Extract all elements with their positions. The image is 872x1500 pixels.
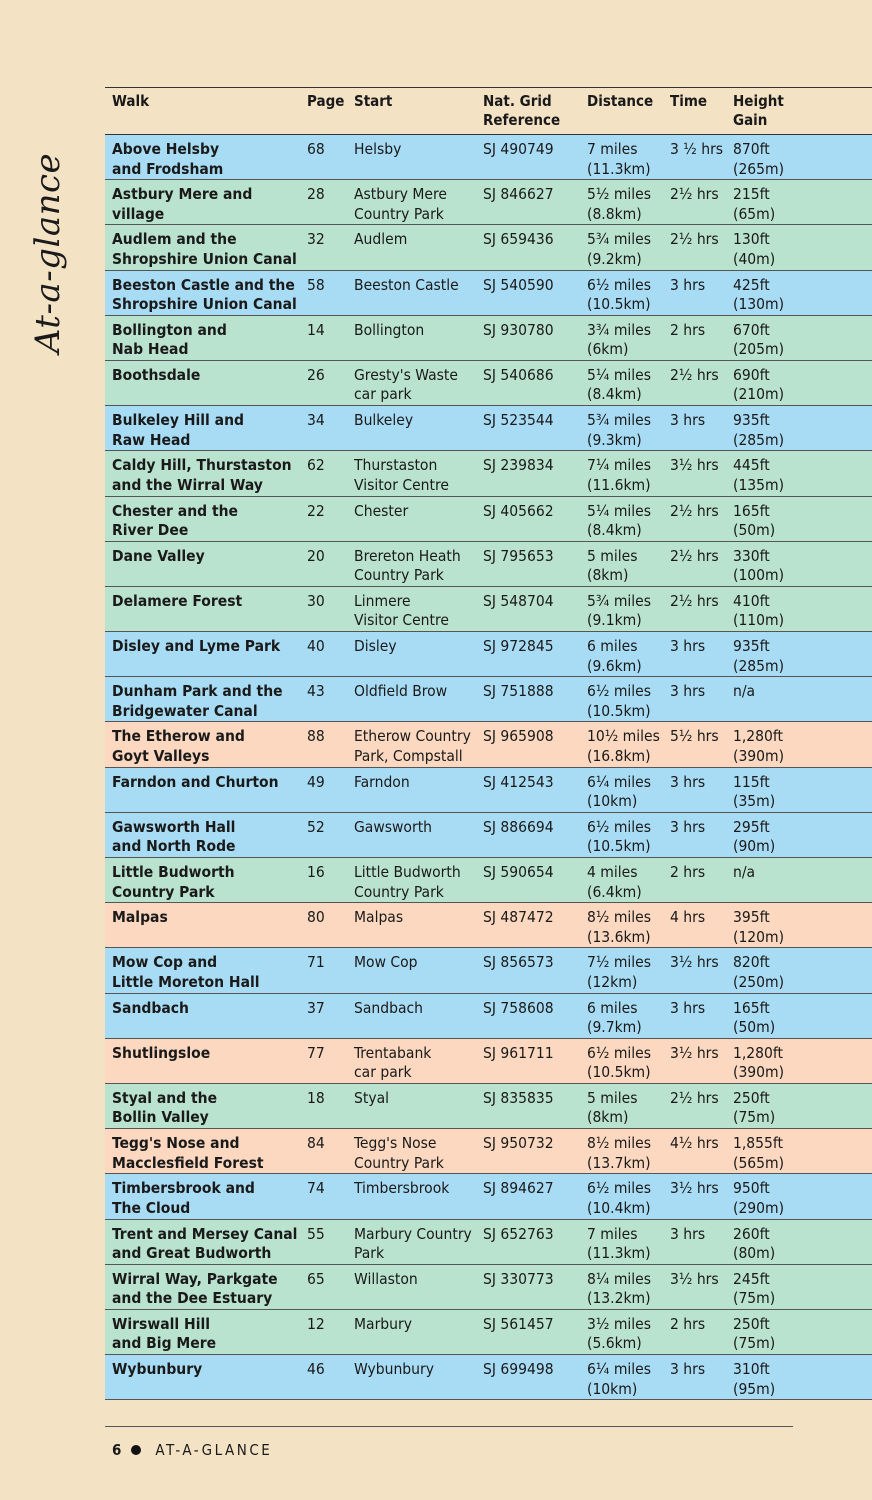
table-row <box>105 451 872 496</box>
cell-page: 18 <box>307 1088 325 1107</box>
cell-distance: 6 miles (9.6km) <box>587 637 642 675</box>
header-distance: Distance <box>587 92 654 110</box>
cell-start: Wybunbury <box>354 1360 434 1379</box>
cell-grid-reference: SJ 523544 <box>483 411 554 430</box>
table-row <box>105 1129 872 1174</box>
cell-distance: 6½ miles (10.5km) <box>587 275 651 314</box>
cell-time: 3 hrs <box>670 1360 706 1379</box>
side-title <box>28 152 68 354</box>
cell-height-gain: 935ft (285m) <box>733 411 785 449</box>
cell-time: 2½ hrs <box>670 1088 719 1107</box>
cell-grid-reference: SJ 961711 <box>483 1043 554 1062</box>
table-row <box>105 1084 872 1129</box>
cell-page: 40 <box>307 637 325 656</box>
table-row <box>105 677 872 722</box>
cell-page: 20 <box>307 546 325 565</box>
cell-time: 3 hrs <box>670 637 706 656</box>
cell-height-gain: 935ft (285m) <box>733 637 785 675</box>
table-header <box>105 88 872 135</box>
cell-distance: 6 miles (9.7km) <box>587 998 642 1037</box>
cell-height-gain: 115ft (35m) <box>733 772 776 811</box>
cell-page: 74 <box>307 1179 325 1198</box>
cell-start: Chester <box>354 501 409 520</box>
cell-page: 46 <box>307 1360 325 1379</box>
table-row <box>105 813 872 858</box>
cell-time: 3 hrs <box>670 682 706 701</box>
table-row <box>105 361 872 406</box>
cell-walk: The Etherow and Goyt Valleys <box>112 727 245 765</box>
cell-distance: 6½ miles (10.4km) <box>587 1179 651 1217</box>
cell-height-gain: 250ft (75m) <box>733 1314 776 1353</box>
cell-walk: Styal and the Bollin Valley <box>112 1088 218 1127</box>
cell-start: Gresty's Waste car park <box>354 365 458 404</box>
cell-page: 52 <box>307 817 325 836</box>
cell-walk: Dane Valley <box>112 546 205 565</box>
cell-page: 28 <box>307 185 325 204</box>
cell-height-gain: 215ft (65m) <box>733 185 776 223</box>
table-row <box>105 994 872 1039</box>
cell-height-gain: n/a <box>733 682 756 701</box>
cell-grid-reference: SJ 965908 <box>483 727 554 746</box>
cell-grid-reference: SJ 487472 <box>483 908 554 927</box>
cell-walk: Malpas <box>112 908 168 927</box>
cell-grid-reference: SJ 699498 <box>483 1360 554 1379</box>
cell-time: 3 hrs <box>670 998 706 1017</box>
cell-distance: 5¼ miles (8.4km) <box>587 501 651 539</box>
cell-walk: Delamere Forest <box>112 591 243 610</box>
cell-grid-reference: SJ 540686 <box>483 365 554 384</box>
cell-height-gain: 310ft (95m) <box>733 1360 776 1398</box>
cell-start: Marbury Country Park <box>354 1224 472 1262</box>
cell-walk: Shutlingsloe <box>112 1043 211 1062</box>
table-row <box>105 316 872 361</box>
cell-time: 3½ hrs <box>670 953 719 972</box>
cell-distance: 8½ miles (13.6km) <box>587 908 651 946</box>
cell-start: Willaston <box>354 1269 418 1288</box>
cell-grid-reference: SJ 652763 <box>483 1224 554 1243</box>
cell-start: Malpas <box>354 908 404 927</box>
cell-distance: 8½ miles (13.7km) <box>587 1134 651 1172</box>
cell-time: 4½ hrs <box>670 1134 719 1153</box>
cell-distance: 5¾ miles (9.2km) <box>587 230 651 268</box>
cell-page: 55 <box>307 1224 325 1243</box>
cell-grid-reference: SJ 412543 <box>483 772 554 791</box>
cell-time: 3 hrs <box>670 817 706 836</box>
cell-walk: Mow Cop and Little Moreton Hall <box>112 953 260 991</box>
cell-page: 16 <box>307 863 325 881</box>
walks-table <box>105 87 872 1400</box>
cell-distance: 7½ miles (12km) <box>587 953 651 991</box>
cell-grid-reference: SJ 894627 <box>483 1179 554 1198</box>
cell-walk: Gawsworth Hall and North Rode <box>112 817 236 856</box>
header-start: Start <box>354 92 393 110</box>
cell-walk: Astbury Mere and village <box>112 185 253 223</box>
cell-page: 43 <box>307 682 325 701</box>
table-row <box>105 497 872 542</box>
header-walk: Walk <box>112 92 150 110</box>
cell-grid-reference: SJ 950732 <box>483 1134 554 1153</box>
cell-start: Thurstaston Visitor Centre <box>354 456 449 494</box>
cell-grid-reference: SJ 540590 <box>483 275 554 294</box>
cell-page: 12 <box>307 1314 325 1333</box>
cell-start: Marbury <box>354 1314 412 1333</box>
cell-distance: 5¼ miles (8.4km) <box>587 365 651 404</box>
cell-walk: Audlem and the Shropshire Union Canal <box>112 230 297 268</box>
table-row <box>105 722 872 767</box>
table-row <box>105 1039 872 1084</box>
cell-time: 2½ hrs <box>670 230 719 249</box>
cell-distance: 5¾ miles (9.1km) <box>587 591 651 630</box>
cell-page: 14 <box>307 320 325 339</box>
cell-time: 3 hrs <box>670 772 706 791</box>
cell-walk: Above Helsby and Frodsham <box>112 140 224 178</box>
cell-grid-reference: SJ 758608 <box>483 998 554 1017</box>
cell-grid-reference: SJ 930780 <box>483 320 554 339</box>
table-row <box>105 948 872 993</box>
cell-time: 3 hrs <box>670 275 706 294</box>
table-row <box>105 632 872 677</box>
cell-page: 37 <box>307 998 325 1017</box>
cell-height-gain: 425ft (130m) <box>733 275 785 314</box>
table-body <box>105 135 872 1400</box>
cell-grid-reference: SJ 972845 <box>483 637 554 656</box>
cell-height-gain: 1,280ft (390m) <box>733 1043 785 1082</box>
cell-start: Tegg's Nose Country Park <box>354 1134 444 1172</box>
cell-walk: Wirswall Hill and Big Mere <box>112 1314 217 1353</box>
cell-height-gain: 165ft (50m) <box>733 998 776 1037</box>
cell-start: Farndon <box>354 772 410 791</box>
cell-page: 32 <box>307 230 325 249</box>
cell-walk: Timbersbrook and The Cloud <box>112 1179 255 1217</box>
table-row <box>105 1310 872 1355</box>
cell-time: 3 ½ hrs <box>670 140 724 158</box>
cell-time: 4 hrs <box>670 908 706 927</box>
cell-page: 22 <box>307 501 325 520</box>
cell-grid-reference: SJ 490749 <box>483 140 554 158</box>
table-row <box>105 1220 872 1265</box>
cell-start: Helsby <box>354 140 402 158</box>
cell-grid-reference: SJ 856573 <box>483 953 554 972</box>
cell-grid-reference: SJ 590654 <box>483 863 554 881</box>
cell-distance: 7¼ miles (11.6km) <box>587 456 651 494</box>
cell-start: Disley <box>354 637 397 656</box>
cell-time: 2 hrs <box>670 1314 706 1333</box>
table-row <box>105 903 872 948</box>
cell-height-gain: 395ft (120m) <box>733 908 785 946</box>
cell-time: 2½ hrs <box>670 501 719 520</box>
cell-page: 26 <box>307 365 325 384</box>
cell-walk: Farndon and Churton <box>112 772 279 791</box>
cell-height-gain: 165ft (50m) <box>733 501 776 539</box>
cell-start: Bulkeley <box>354 411 414 430</box>
cell-time: 3½ hrs <box>670 1179 719 1198</box>
cell-height-gain: 870ft (265m) <box>733 140 785 178</box>
cell-grid-reference: SJ 405662 <box>483 501 554 520</box>
cell-height-gain: 410ft (110m) <box>733 591 785 630</box>
cell-grid-reference: SJ 846627 <box>483 185 554 204</box>
cell-walk: Bulkeley Hill and Raw Head <box>112 411 244 449</box>
cell-walk: Little Budworth Country Park <box>112 863 235 901</box>
cell-distance: 7 miles (11.3km) <box>587 1224 651 1262</box>
table-row <box>105 542 872 587</box>
cell-distance: 10½ miles (16.8km) <box>587 727 660 765</box>
cell-page: 88 <box>307 727 325 746</box>
page-footer <box>112 1441 272 1459</box>
cell-distance: 6½ miles (10.5km) <box>587 682 651 720</box>
cell-grid-reference: SJ 330773 <box>483 1269 554 1288</box>
header-height-gain: Height Gain <box>733 92 784 129</box>
cell-grid-reference: SJ 548704 <box>483 591 554 610</box>
cell-distance: 6½ miles (10.5km) <box>587 817 651 856</box>
table-row <box>105 858 872 903</box>
header-time: Time <box>670 92 708 110</box>
cell-time: 3½ hrs <box>670 1269 719 1288</box>
cell-distance: 5 miles (8km) <box>587 546 638 585</box>
table-row <box>105 225 872 270</box>
cell-time: 2½ hrs <box>670 365 719 384</box>
header-grid-reference: Nat. Grid Reference <box>483 92 561 129</box>
cell-distance: 7 miles (11.3km) <box>587 140 651 178</box>
cell-time: 2 hrs <box>670 863 706 881</box>
cell-start: Brereton Heath Country Park <box>354 546 461 585</box>
cell-distance: 5 miles (8km) <box>587 1088 638 1127</box>
cell-start: Astbury Mere Country Park <box>354 185 447 223</box>
bullet-dot-icon <box>131 1445 141 1455</box>
cell-page: 58 <box>307 275 325 294</box>
cell-start: Audlem <box>354 230 408 249</box>
cell-time: 3½ hrs <box>670 1043 719 1062</box>
table-row <box>105 1265 872 1310</box>
cell-page: 30 <box>307 591 325 610</box>
cell-distance: 3¾ miles (6km) <box>587 320 651 359</box>
cell-page: 80 <box>307 908 325 927</box>
cell-walk: Trent and Mersey Canal and Great Budworth <box>112 1224 298 1262</box>
cell-time: 2½ hrs <box>670 591 719 610</box>
cell-page: 65 <box>307 1269 325 1288</box>
cell-grid-reference: SJ 561457 <box>483 1314 554 1333</box>
cell-walk: Wybunbury <box>112 1360 203 1379</box>
cell-walk: Beeston Castle and the Shropshire Union Canal <box>112 275 297 314</box>
cell-start: Styal <box>354 1088 389 1107</box>
cell-grid-reference: SJ 659436 <box>483 230 554 249</box>
cell-walk: Disley and Lyme Park <box>112 637 281 656</box>
cell-height-gain: 295ft (90m) <box>733 817 776 856</box>
cell-start: Little Budworth Country Park <box>354 863 461 901</box>
cell-walk: Tegg's Nose and Macclesfield Forest <box>112 1134 264 1172</box>
cell-height-gain: 245ft (75m) <box>733 1269 776 1308</box>
table-row <box>105 587 872 632</box>
cell-time: 2½ hrs <box>670 185 719 204</box>
cell-grid-reference: SJ 886694 <box>483 817 554 836</box>
cell-distance: 5¾ miles (9.3km) <box>587 411 651 449</box>
cell-height-gain: n/a <box>733 863 756 881</box>
cell-grid-reference: SJ 795653 <box>483 546 554 565</box>
cell-time: 5½ hrs <box>670 727 719 746</box>
cell-height-gain: 130ft (40m) <box>733 230 776 268</box>
table-row <box>105 406 872 451</box>
cell-distance: 6½ miles (10.5km) <box>587 1043 651 1082</box>
cell-walk: Bollington and Nab Head <box>112 320 227 359</box>
cell-time: 3 hrs <box>670 1224 706 1243</box>
cell-height-gain: 1,280ft (390m) <box>733 727 785 765</box>
cell-start: Mow Cop <box>354 953 418 972</box>
cell-height-gain: 690ft (210m) <box>733 365 785 404</box>
cell-time: 2½ hrs <box>670 546 719 565</box>
cell-height-gain: 950ft (290m) <box>733 1179 785 1217</box>
side-title-text: At-a-glance <box>28 152 68 354</box>
cell-time: 3½ hrs <box>670 456 719 475</box>
cell-grid-reference: SJ 751888 <box>483 682 554 701</box>
cell-distance: 6¼ miles (10km) <box>587 772 651 811</box>
cell-height-gain: 670ft (205m) <box>733 320 785 359</box>
table-row <box>105 768 872 813</box>
table-row <box>105 180 872 225</box>
cell-height-gain: 445ft (135m) <box>733 456 785 494</box>
cell-distance: 5½ miles (8.8km) <box>587 185 651 223</box>
cell-height-gain: 250ft (75m) <box>733 1088 776 1127</box>
cell-walk: Dunham Park and the Bridgewater Canal <box>112 682 283 720</box>
cell-grid-reference: SJ 835835 <box>483 1088 554 1107</box>
cell-start: Gawsworth <box>354 817 432 836</box>
cell-page: 34 <box>307 411 325 430</box>
page-number: 6 <box>112 1441 122 1459</box>
cell-walk: Wirral Way, Parkgate and the Dee Estuary <box>112 1269 278 1308</box>
cell-height-gain: 260ft (80m) <box>733 1224 776 1262</box>
cell-distance: 3½ miles (5.6km) <box>587 1314 651 1353</box>
cell-start: Trentabank car park <box>354 1043 432 1082</box>
cell-distance: 4 miles (6.4km) <box>587 863 642 901</box>
cell-page: 84 <box>307 1134 325 1153</box>
footer-divider <box>105 1426 793 1427</box>
cell-start: Linmere Visitor Centre <box>354 591 449 630</box>
cell-walk: Caldy Hill, Thurstaston and the Wirral Way <box>112 456 292 494</box>
table-row <box>105 135 872 180</box>
table-row <box>105 1174 872 1219</box>
cell-walk: Sandbach <box>112 998 189 1017</box>
footer-section-title: AT-A-GLANCE <box>155 1441 273 1459</box>
cell-page: 71 <box>307 953 325 972</box>
header-page: Page <box>307 92 345 110</box>
cell-start: Timbersbrook <box>354 1179 450 1198</box>
cell-page: 68 <box>307 140 325 158</box>
cell-time: 3 hrs <box>670 411 706 430</box>
cell-start: Etherow Country Park, Compstall <box>354 727 471 765</box>
cell-grid-reference: SJ 239834 <box>483 456 554 475</box>
cell-time: 2 hrs <box>670 320 706 339</box>
cell-page: 62 <box>307 456 325 475</box>
cell-walk: Boothsdale <box>112 365 201 384</box>
cell-page: 77 <box>307 1043 325 1062</box>
cell-start: Sandbach <box>354 998 424 1017</box>
cell-distance: 8¼ miles (13.2km) <box>587 1269 651 1308</box>
table-row <box>105 1355 872 1400</box>
cell-start: Oldfield Brow <box>354 682 448 701</box>
cell-start: Beeston Castle <box>354 275 459 294</box>
cell-height-gain: 820ft (250m) <box>733 953 785 991</box>
cell-height-gain: 1,855ft (565m) <box>733 1134 785 1172</box>
cell-walk: Chester and the River Dee <box>112 501 239 539</box>
cell-distance: 6¼ miles (10km) <box>587 1360 651 1398</box>
cell-start: Bollington <box>354 320 425 339</box>
table-row <box>105 271 872 316</box>
cell-height-gain: 330ft (100m) <box>733 546 785 585</box>
cell-page: 49 <box>307 772 325 791</box>
